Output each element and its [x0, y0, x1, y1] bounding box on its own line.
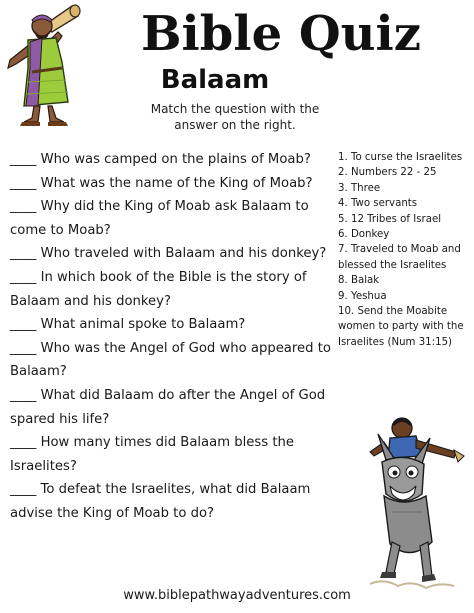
question-item: ____ What was the name of the King of Moab? [10, 175, 313, 191]
answer-item: 10. Send the Moabite women to party with the Israelites (Num 31:15) [338, 306, 464, 348]
question-item: ____ Who traveled with Balaam and his donkey? [10, 246, 327, 262]
man-blowing-horn-icon [2, 2, 94, 128]
page-title: Bible Quiz [140, 6, 422, 62]
answer-item: 1. To curse the Israelites [338, 152, 463, 163]
answer-list [338, 150, 472, 350]
question-item: ____ Who was the Angel of God who appeared to Balaam? [10, 340, 331, 380]
question-item: ____ In which book of the Bible is the story of Balaam and his donkey? [10, 269, 307, 309]
quiz-subtitle: Balaam [160, 65, 270, 95]
instructions-text: Match the question with the answer on the right. [150, 102, 320, 132]
question-item: ____ Why did the King of Moab ask Balaam to come to Moab? [10, 199, 309, 238]
answer-item: 4. Two servants [338, 198, 418, 210]
donkey-with-rider-icon [364, 412, 468, 590]
question-item: ____ Who was camped on the plains of Moab? [10, 152, 311, 167]
answer-item: 8. Balak [338, 275, 380, 287]
question-item: ____ What animal spoke to Balaam? [10, 317, 246, 333]
answer-item: 5. 12 Tribes of Israel [338, 213, 442, 225]
answer-item: 7. Traveled to Moab and blessed the Israelites [338, 244, 461, 271]
website-footer: www.biblepathwayadventures.com [123, 588, 351, 603]
question-item: ____ How many times did Balaam bless the Israelites? [10, 435, 294, 474]
question-list [10, 148, 340, 526]
answer-item: 9. Yeshua [338, 290, 387, 302]
question-item: ____ What did Balaam do after the Angel of God spared his life? [10, 387, 326, 427]
answer-item: 3. Three [338, 182, 381, 194]
question-item: ____ To defeat the Israelites, what did Balaam advise the King of Moab to do? [10, 482, 311, 521]
answer-item: 6. Donkey [338, 229, 390, 241]
answer-item: 2. Numbers 22 - 25 [338, 167, 437, 179]
